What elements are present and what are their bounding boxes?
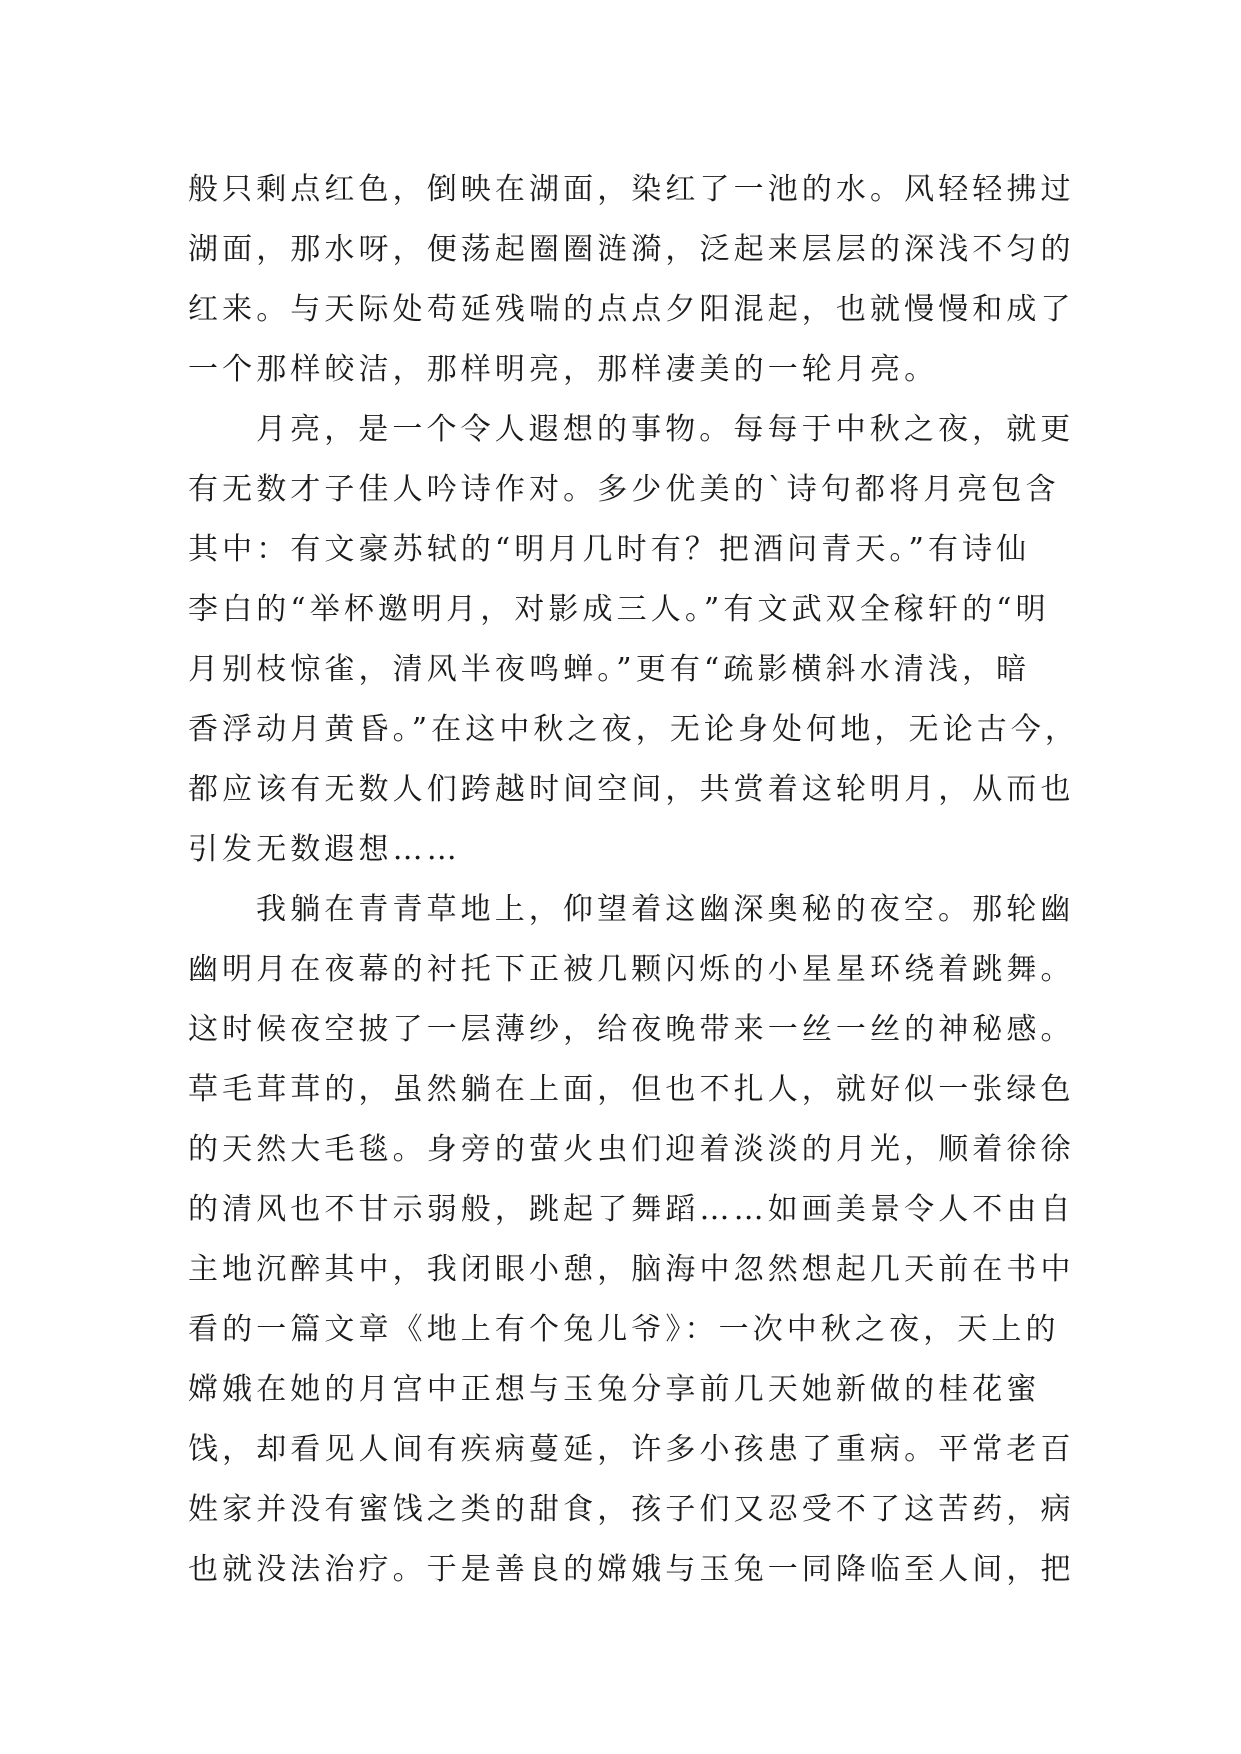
text-line: 其中：有文豪苏轼的“明月几时有？把酒问青天。”有诗仙	[188, 532, 1031, 567]
text-line: 湖面，那水呀，便荡起圈圈涟漪，泛起来层层的深浅不匀的	[188, 232, 1075, 267]
text-line: 幽明月在夜幕的衬托下正被几颗闪烁的小星星环绕着跳舞。	[188, 952, 1075, 987]
text-line: 姓家并没有蜜饯之类的甜食，孩子们又忍受不了这苦药，病	[188, 1492, 1075, 1527]
text-line: 都应该有无数人们跨越时间空间，共赏着这轮明月，从而也	[188, 772, 1075, 807]
body-text	[188, 160, 1080, 1600]
paragraph-start-line: 月亮，是一个令人遐想的事物。每每于中秋之夜，就更	[256, 412, 1075, 447]
text-line: 嫦娥在她的月宫中正想与玉兔分享前几天她新做的桂花蜜	[188, 1372, 1041, 1407]
text-line: 红来。与天际处苟延残喘的点点夕阳混起，也就慢慢和成了	[188, 292, 1075, 327]
text-line: 看的一篇文章《地上有个兔儿爷》：一次中秋之夜，天上的	[188, 1312, 1060, 1347]
text-line: 般只剩点红色，倒映在湖面，染红了一池的水。风轻轻拂过	[188, 172, 1075, 207]
text-line: 这时候夜空披了一层薄纱，给夜晚带来一丝一丝的神秘感。	[188, 1012, 1075, 1047]
text-line: 草毛茸茸的，虽然躺在上面，但也不扎人，就好似一张绿色	[188, 1072, 1075, 1107]
text-line: 的清风也不甘示弱般，跳起了舞蹈……如画美景令人不由自	[188, 1192, 1075, 1227]
paragraph-start-line: 我躺在青青草地上，仰望着这幽深奥秘的夜空。那轮幽	[256, 892, 1075, 927]
text-line: 饯，却看见人间有疾病蔓延，许多小孩患了重病。平常老百	[188, 1432, 1075, 1467]
text-line: 月别枝惊雀，清风半夜鸣蝉。”更有“疏影横斜水清浅，暗	[188, 652, 1031, 687]
text-line: 有无数才子佳人吟诗作对。多少优美的`诗句都将月亮包含	[188, 472, 1060, 507]
text-line: 也就没法治疗。于是善良的嫦娥与玉兔一同降临至人间，把	[188, 1552, 1075, 1587]
text-line: 李白的“举杯邀明月，对影成三人。”有文武双全稼轩的“明	[188, 592, 1050, 627]
text-line: 一个那样皎洁，那样明亮，那样凄美的一轮月亮。	[188, 352, 939, 387]
text-line: 主地沉醉其中，我闭眼小憩，脑海中忽然想起几天前在书中	[188, 1252, 1075, 1287]
text-line: 引发无数遐想……	[188, 832, 461, 867]
text-line: 的天然大毛毯。身旁的萤火虫们迎着淡淡的月光，顺着徐徐	[188, 1132, 1075, 1167]
text-line: 香浮动月黄昏。”在这中秋之夜，无论身处何地，无论古今，	[188, 712, 1080, 747]
